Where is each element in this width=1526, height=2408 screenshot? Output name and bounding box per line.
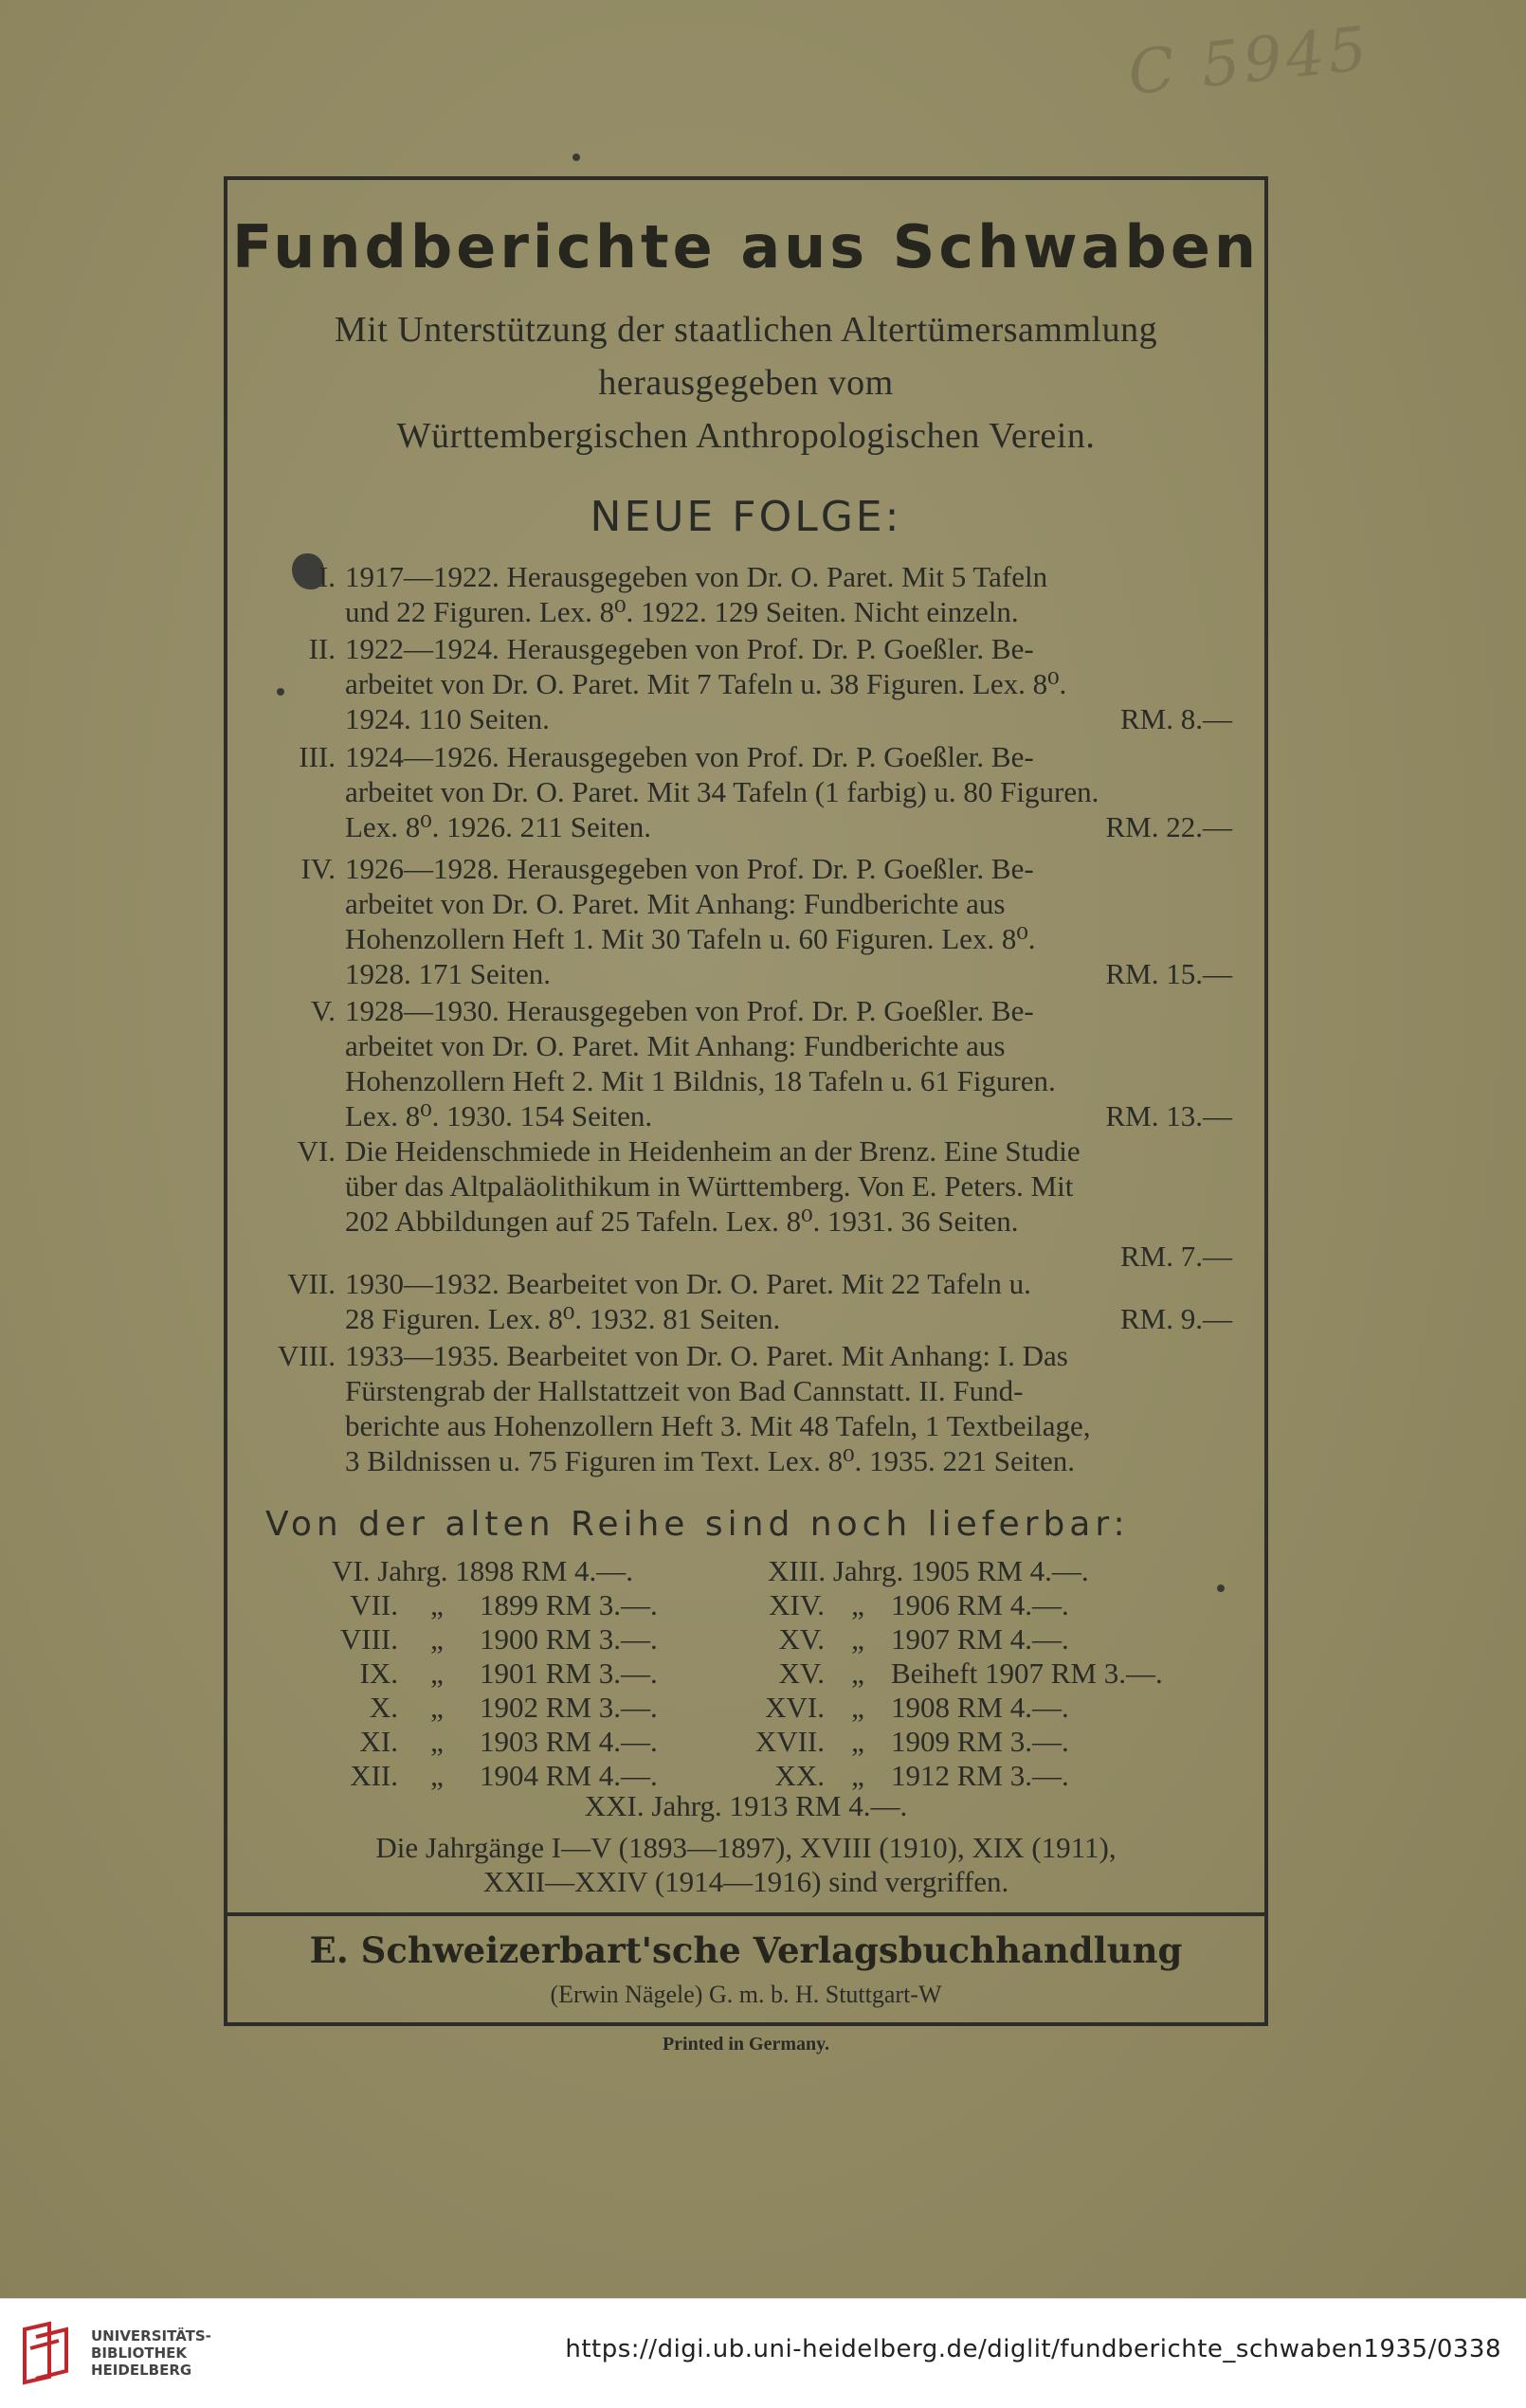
table-cell: Beiheft 1907 RM 3.—.	[891, 1657, 1163, 1690]
volume-price: RM. 8.—	[1120, 702, 1232, 735]
volume-number: III.	[299, 740, 336, 773]
table-cell: „	[851, 1622, 864, 1656]
table-cell: VI. Jahrg. 1898 RM 4.—.	[332, 1554, 634, 1587]
volume-text-line: über das Altpaläolithikum in Württemberg. Von E. Peters. Mit	[345, 1169, 1074, 1203]
volume-price: RM. 15.—	[1105, 957, 1232, 990]
table-cell: 1906 RM 4.—.	[891, 1588, 1069, 1621]
table-cell: XV.	[778, 1622, 825, 1656]
table-cell: „	[851, 1759, 864, 1792]
volume-number: VI.	[297, 1134, 336, 1168]
table-cell: „	[430, 1725, 444, 1758]
volume-text	[345, 851, 1232, 991]
volume-text-line: 1924—1926. Herausgegeben von Prof. Dr. P. Goeßler. Be-	[345, 740, 1034, 773]
table-cell: 1912 RM 3.—.	[891, 1759, 1069, 1792]
volume-text-line: Lex. 8⁰. 1930. 154 Seiten.	[345, 1099, 653, 1132]
publisher-name: E. Schweizerbart'sche Verlagsbuchhandlung	[309, 1929, 1183, 1971]
volume-text-line: 1917—1922. Herausgegeben von Dr. O. Paret. Mit 5 Tafeln	[345, 560, 1048, 593]
table-cell: XVII.	[754, 1725, 825, 1758]
library-logo-icon	[17, 2320, 78, 2386]
volume-number: VIII.	[277, 1339, 336, 1372]
volume-number: VII.	[287, 1267, 336, 1300]
volume-text-line: 1922—1924. Herausgegeben von Prof. Dr. P. Goeßler. Be-	[345, 632, 1034, 665]
vergriffen-line-2: XXII—XXIV (1914—1916) sind vergriffen.	[482, 1865, 1009, 1898]
subtitle-line-2: herausgegeben vom	[598, 363, 894, 403]
volume-entry	[275, 559, 1232, 629]
volume-text-line: Hohenzollern Heft 2. Mit 1 Bildnis, 18 Tafeln u. 61 Figuren.	[345, 1064, 1056, 1097]
volume-text-line: Lex. 8⁰. 1926. 211 Seiten.	[345, 810, 651, 843]
volume-price: RM. 22.—	[1105, 810, 1232, 843]
table-cell: XX.	[774, 1759, 825, 1792]
ink-dot	[572, 154, 580, 161]
table-cell: „	[430, 1759, 444, 1792]
volume-text-line: 1930—1932. Bearbeitet von Dr. O. Paret. Mit 22 Tafeln u.	[345, 1267, 1031, 1300]
volume-entry	[275, 851, 1232, 991]
frame-divider	[224, 1912, 1268, 1916]
volume-text-line: Hohenzollern Heft 1. Mit 30 Tafeln u. 60 Figuren. Lex. 8⁰.	[345, 922, 1036, 955]
volume-entry	[275, 1266, 1232, 1336]
table-cell: „	[851, 1691, 864, 1724]
volume-entry	[275, 1338, 1232, 1478]
page-title: Fundberichte aus Schwaben	[231, 212, 1261, 281]
table-cell: „	[430, 1691, 444, 1724]
table-cell: „	[851, 1725, 864, 1758]
table-cell: XII.	[350, 1759, 398, 1792]
table-cell: 1903 RM 4.—.	[480, 1725, 658, 1758]
table-cell: „	[430, 1588, 444, 1621]
viewer-footer	[0, 2298, 1526, 2408]
volume-text	[345, 631, 1232, 736]
volume-text	[345, 993, 1232, 1133]
volume-text-line: 3 Bildnissen u. 75 Figuren im Text. Lex. 8⁰. 1935. 221 Seiten.	[345, 1444, 1076, 1477]
table-cell: XIII. Jahrg. 1905 RM 4.—.	[768, 1554, 1089, 1587]
volume-text-line: arbeitet von Dr. O. Paret. Mit 34 Tafeln (1 farbig) u. 80 Figuren.	[345, 775, 1099, 808]
volume-text-line: 1928—1930. Herausgegeben von Prof. Dr. P. Goeßler. Be-	[345, 994, 1034, 1027]
table-cell: „	[851, 1588, 864, 1621]
volume-text-line: 1926—1928. Herausgegeben von Prof. Dr. P. Goeßler. Be-	[345, 852, 1034, 885]
alte-reihe-last: XXI. Jahrg. 1913 RM 4.—.	[584, 1789, 908, 1822]
vergriffen-line-1: Die Jahrgänge I—V (1893—1897), XVIII (1910), XIX (1911),	[375, 1831, 1117, 1864]
volume-text-line: 1928. 171 Seiten.	[345, 957, 551, 990]
table-cell: 1904 RM 4.—.	[480, 1759, 658, 1792]
subtitle-line-3: Württembergischen Anthropologischen Verein.	[396, 416, 1096, 456]
volume-price: RM. 13.—	[1105, 1099, 1232, 1132]
table-cell: „	[430, 1657, 444, 1690]
table-cell: 1900 RM 3.—.	[480, 1622, 658, 1656]
table-cell: VII.	[350, 1588, 398, 1621]
table-cell: IX.	[359, 1657, 398, 1690]
volume-text	[345, 559, 1232, 629]
volume-entry	[275, 631, 1232, 736]
table-cell: XV.	[778, 1657, 825, 1690]
volume-text-line: berichte aus Hohenzollern Heft 3. Mit 48 Tafeln, 1 Textbeilage,	[345, 1409, 1091, 1442]
library-logo-text: UNIVERSITÄTS- BIBLIOTHEK HEIDELBERG	[91, 2327, 211, 2379]
subtitle-line-1: Mit Unterstützung der staatlichen Altertümersammlung	[334, 310, 1158, 350]
volume-text	[345, 1338, 1232, 1478]
volume-entry	[275, 993, 1232, 1133]
permalink-url[interactable]: https://digi.ub.uni-heidelberg.de/diglit/fundberichte_schwaben1935/0338	[565, 2335, 1501, 2363]
volume-number: II.	[308, 632, 336, 665]
volume-number: V.	[310, 994, 336, 1027]
volume-text-line: arbeitet von Dr. O. Paret. Mit 7 Tafeln u. 38 Figuren. Lex. 8⁰.	[345, 667, 1067, 700]
table-cell: „	[430, 1622, 444, 1656]
table-cell: XI.	[359, 1725, 398, 1758]
table-cell: 1901 RM 3.—.	[480, 1657, 658, 1690]
volume-number: I.	[318, 560, 336, 593]
volume-text-line: und 22 Figuren. Lex. 8⁰. 1922. 129 Seiten. Nicht einzeln.	[345, 595, 1019, 628]
volume-text-line: 1933—1935. Bearbeitet von Dr. O. Paret. Mit Anhang: I. Das	[345, 1339, 1068, 1372]
table-cell: XIV.	[769, 1588, 825, 1621]
volume-price: RM. 7.—	[1120, 1240, 1232, 1273]
table-cell: 1909 RM 3.—.	[891, 1725, 1069, 1758]
volume-text-line: arbeitet von Dr. O. Paret. Mit Anhang: Fundberichte aus	[345, 1029, 1006, 1062]
volume-text-line: arbeitet von Dr. O. Paret. Mit Anhang: Fundberichte aus	[345, 887, 1006, 920]
volume-text-line: 202 Abbildungen auf 25 Tafeln. Lex. 8⁰. 1931. 36 Seiten.	[345, 1204, 1019, 1238]
volume-text-line: 28 Figuren. Lex. 8⁰. 1932. 81 Seiten.	[345, 1302, 781, 1335]
volume-text	[345, 1266, 1232, 1336]
volume-entry	[275, 739, 1232, 844]
table-cell: 1899 RM 3.—.	[480, 1588, 658, 1621]
table-cell: 1907 RM 4.—.	[891, 1622, 1069, 1656]
volume-text-line: Fürstengrab der Hallstattzeit von Bad Cannstatt. II. Fund-	[345, 1374, 1024, 1407]
printed-note: Printed in Germany.	[662, 2034, 830, 2055]
neue-folge-heading: NEUE FOLGE:	[590, 493, 902, 541]
volume-text	[345, 739, 1232, 844]
table-cell: VIII.	[339, 1622, 398, 1656]
table-cell: 1908 RM 4.—.	[891, 1691, 1069, 1724]
volume-price: RM. 9.—	[1120, 1302, 1232, 1335]
handwritten-shelfmark: C 5945	[1124, 13, 1374, 110]
publisher-address: (Erwin Nägele) G. m. b. H. Stuttgart-W	[550, 1981, 942, 2008]
table-cell: 1902 RM 3.—.	[480, 1691, 658, 1724]
volume-number: IV.	[300, 852, 336, 885]
volume-text-line: 1924. 110 Seiten.	[345, 702, 550, 735]
table-cell: XVI.	[765, 1691, 825, 1724]
alte-reihe-heading: Von der alten Reihe sind noch lieferbar:	[265, 1505, 1130, 1544]
table-cell: X.	[369, 1691, 398, 1724]
volume-entry	[275, 1133, 1232, 1274]
volume-text	[345, 1133, 1232, 1273]
volume-text-line: Die Heidenschmiede in Heidenheim an der Brenz. Eine Studie	[345, 1134, 1081, 1168]
table-cell: „	[851, 1657, 864, 1690]
